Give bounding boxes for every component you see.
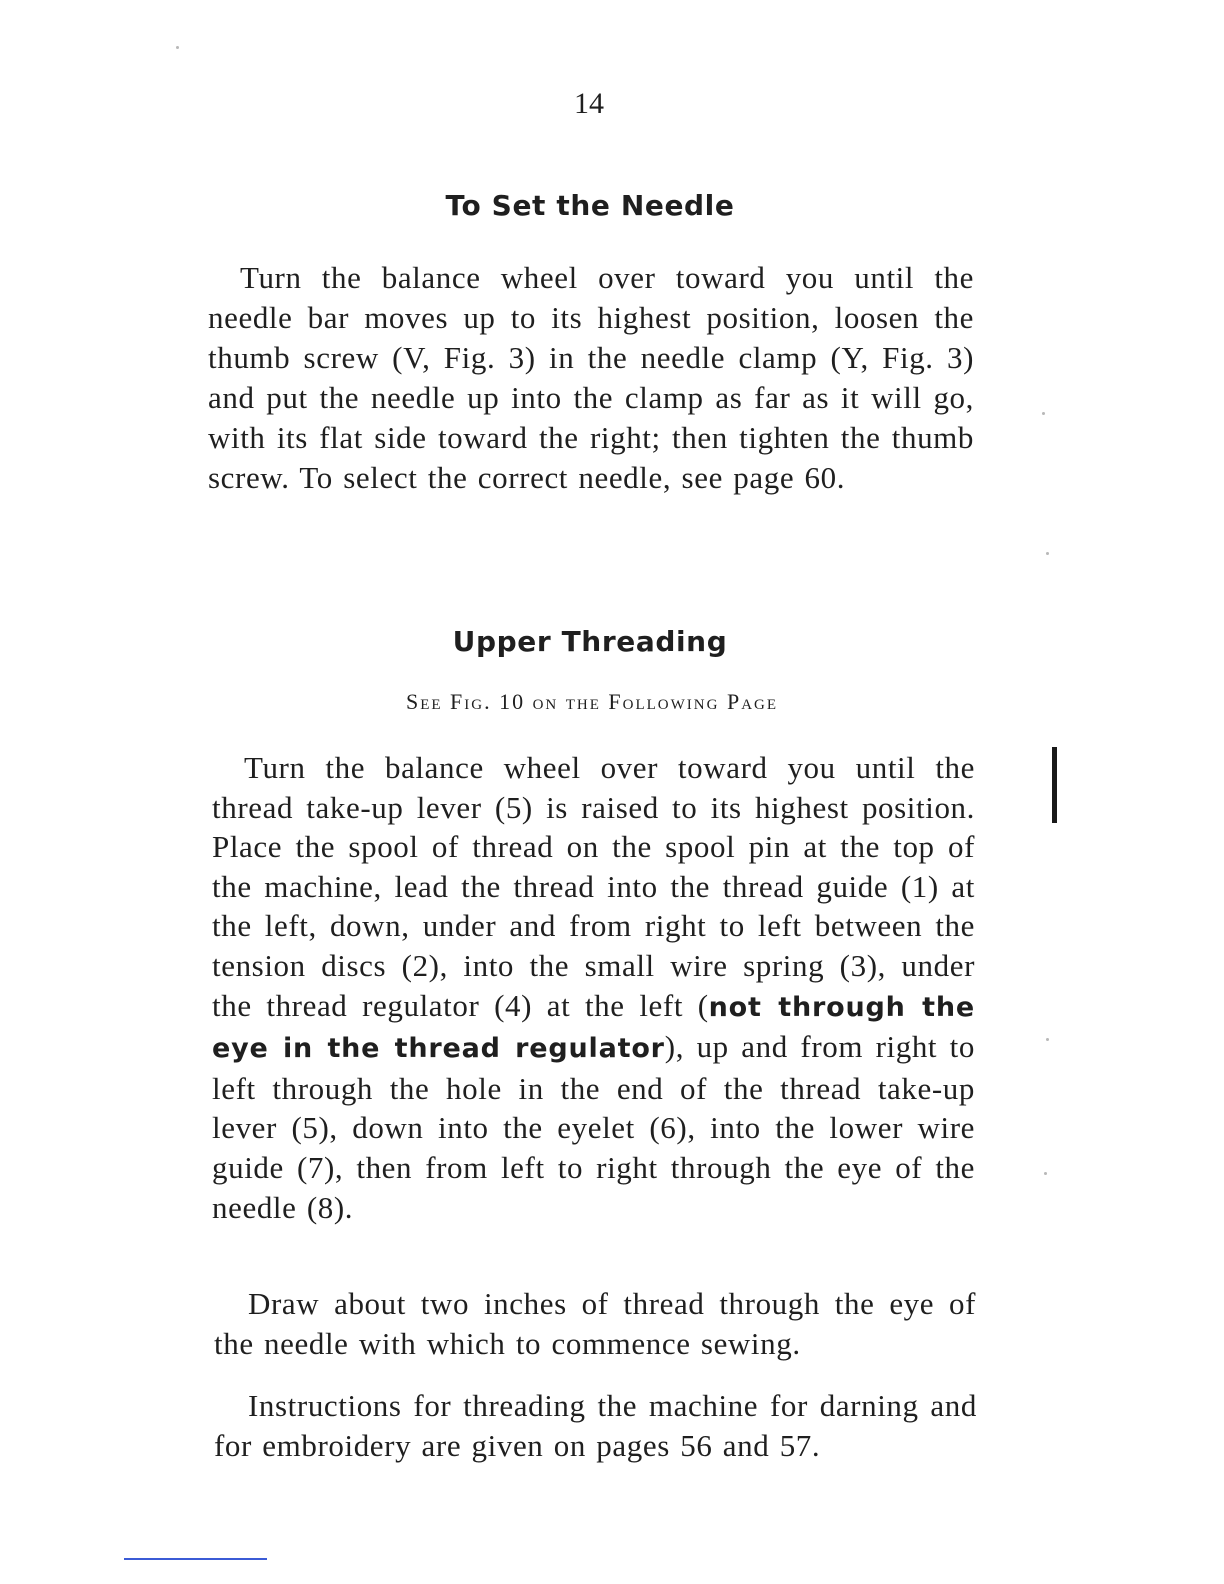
emphasis-warning-text: not through the eye in the thread regulator <box>212 991 975 1065</box>
scan-speck <box>1044 1172 1047 1175</box>
page-number: 14 <box>574 87 604 120</box>
scan-speck <box>176 46 179 49</box>
footer-rule <box>124 1558 267 1560</box>
scan-speck <box>1042 412 1045 415</box>
paragraph-draw-thread: Draw about two inches of thread through the eye of the needle with which to commence sewing. <box>214 1286 976 1361</box>
paragraph-text-part: Turn the balance wheel over toward you until the thread take-up lever (5) is raised to its highest position. Place the spool of thread on the spool pin at the top of the machine, lead the thread into the thread guide (1) at the left, down, under and from right to left between the tension discs (2), into the small wire spring (3), under the thread regulator (4) at the left ( <box>212 750 975 1023</box>
paragraph-set-needle: Turn the balance wheel over toward you until the needle bar moves up to its highest position, loosen the thumb screw (V, Fig. 3) in the needle clamp (Y, Fig. 3) and put the needle up into the clamp as far as it will go, with its flat side toward the right; then tighten the thumb screw. To select the correct needle, see page 60. <box>208 260 974 495</box>
scan-speck <box>1046 1038 1049 1041</box>
figure-reference-subheading: See Fig. 10 on the Following Page <box>405 689 779 714</box>
paragraph-darning-embroidery-note: Instructions for threading the machine for darning and for embroidery are given on pages 56 and 57. <box>214 1388 977 1463</box>
section-heading-set-needle: To Set the Needle <box>445 189 735 222</box>
scan-speck <box>1046 552 1049 555</box>
paragraph-text-part: ), up and from right to left through the hole in the end of the thread take-up lever (5), down into the eyelet (6), into the lower wire guide (7), then from left to right through the eye of the needle (8). <box>212 1029 975 1225</box>
section-heading-upper-threading: Upper Threading <box>452 625 728 658</box>
margin-change-bar <box>1052 747 1057 823</box>
paragraph-upper-threading <box>212 748 975 1227</box>
